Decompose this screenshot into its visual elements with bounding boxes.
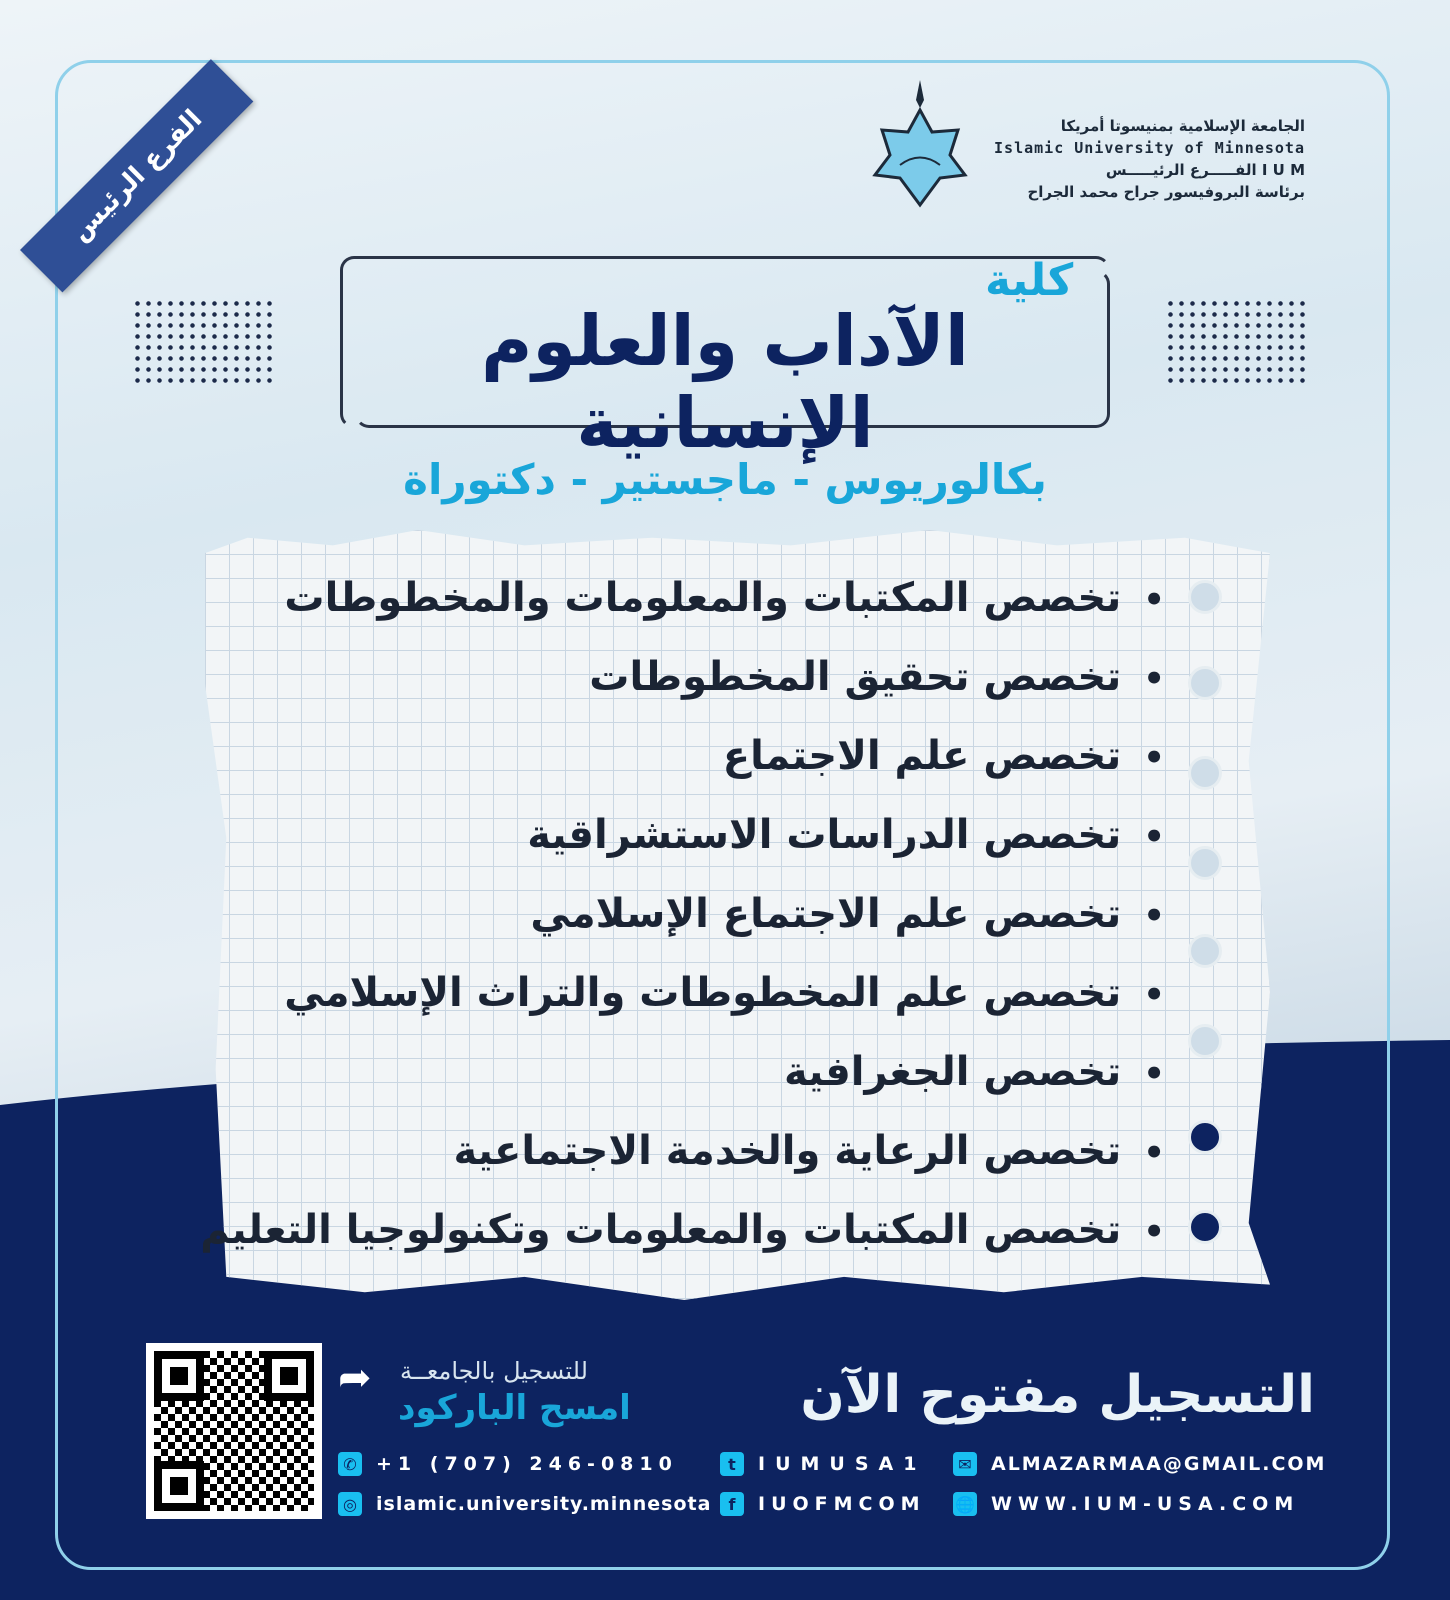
binder-hole — [1188, 666, 1222, 700]
twitter-text: IUMUSA1 — [758, 1453, 927, 1475]
binder-hole — [1188, 846, 1222, 880]
qr-code[interactable] — [146, 1343, 322, 1519]
scan-instruction: للتسجيل بالجامعــة — [400, 1357, 588, 1385]
instagram-text: islamic.university.minnesota — [376, 1493, 712, 1515]
phone-text: +1 (707) 246-0810 — [376, 1453, 678, 1475]
website-contact[interactable] — [953, 1492, 1299, 1516]
binder-hole — [1188, 756, 1222, 790]
uni-name-en: Islamic University of Minnesota — [994, 139, 1305, 157]
dots-decoration-left — [132, 298, 277, 383]
email-text: ALMAZARMAA@GMAIL.COM — [991, 1453, 1327, 1475]
list-item: • تخصص المكتبات والمعلومات والمخطوطات — [200, 565, 1165, 644]
instagram-contact[interactable] — [338, 1492, 711, 1516]
twitter-contact[interactable] — [720, 1452, 926, 1476]
binder-hole — [1188, 580, 1222, 614]
list-item: • تخصص علم المخطوطات والتراث الإسلامي — [200, 960, 1165, 1039]
dots-decoration-right — [1165, 298, 1310, 383]
email-icon: ✉ — [953, 1452, 977, 1476]
binder-hole — [1188, 934, 1222, 968]
faculty-title: الآداب والعلوم الإنسانية — [481, 300, 969, 464]
list-item: • تخصص المكتبات والمعلومات وتكنولوجيا التعليم — [200, 1197, 1165, 1276]
scan-barcode-label: امسح الباركود — [398, 1388, 631, 1428]
degrees-line: بكالوريوس - ماجستير - دكتوراة — [403, 455, 1047, 504]
twitter-icon: t — [720, 1452, 744, 1476]
arrow-left-icon: ➦ — [338, 1355, 372, 1401]
list-item: • تخصص الجغرافية — [200, 1039, 1165, 1118]
university-name — [994, 115, 1305, 203]
uni-branch: I U M الفـــــرع الرئيـــــس — [1105, 161, 1305, 179]
list-item: • تخصص تحقيق المخطوطات — [200, 644, 1165, 723]
facebook-contact[interactable] — [720, 1492, 926, 1516]
branch-ribbon: الفرع الرئيس — [20, 59, 253, 292]
globe-icon: 🌐 — [953, 1492, 977, 1516]
kulliya-label: كلية — [985, 255, 1074, 306]
list-item: • تخصص الرعاية والخدمة الاجتماعية — [200, 1118, 1165, 1197]
website-text: WWW.IUM-USA.COM — [991, 1493, 1300, 1515]
binder-hole — [1188, 1024, 1222, 1058]
specializations-list — [200, 565, 1165, 1276]
registration-open: التسجيل مفتوح الآن — [800, 1365, 1315, 1425]
instagram-icon: ◎ — [338, 1492, 362, 1516]
phone-icon: ✆ — [338, 1452, 362, 1476]
list-item: • تخصص علم الاجتماع الإسلامي — [200, 881, 1165, 960]
list-item: • تخصص الدراسات الاستشراقية — [200, 802, 1165, 881]
email-contact[interactable] — [953, 1452, 1326, 1476]
facebook-icon: f — [720, 1492, 744, 1516]
university-logo-icon — [870, 80, 970, 210]
binder-hole — [1188, 1120, 1222, 1154]
facebook-text: IUOFMCOM — [758, 1493, 926, 1515]
phone-contact[interactable] — [338, 1452, 678, 1476]
list-item: • تخصص علم الاجتماع — [200, 723, 1165, 802]
uni-president: برئاسة البروفيسور جراح محمد الجراح — [1027, 183, 1305, 201]
binder-hole — [1188, 1210, 1222, 1244]
uni-name-ar: الجامعة الإسلامية بمنيسوتا أمريكا — [1060, 117, 1305, 135]
